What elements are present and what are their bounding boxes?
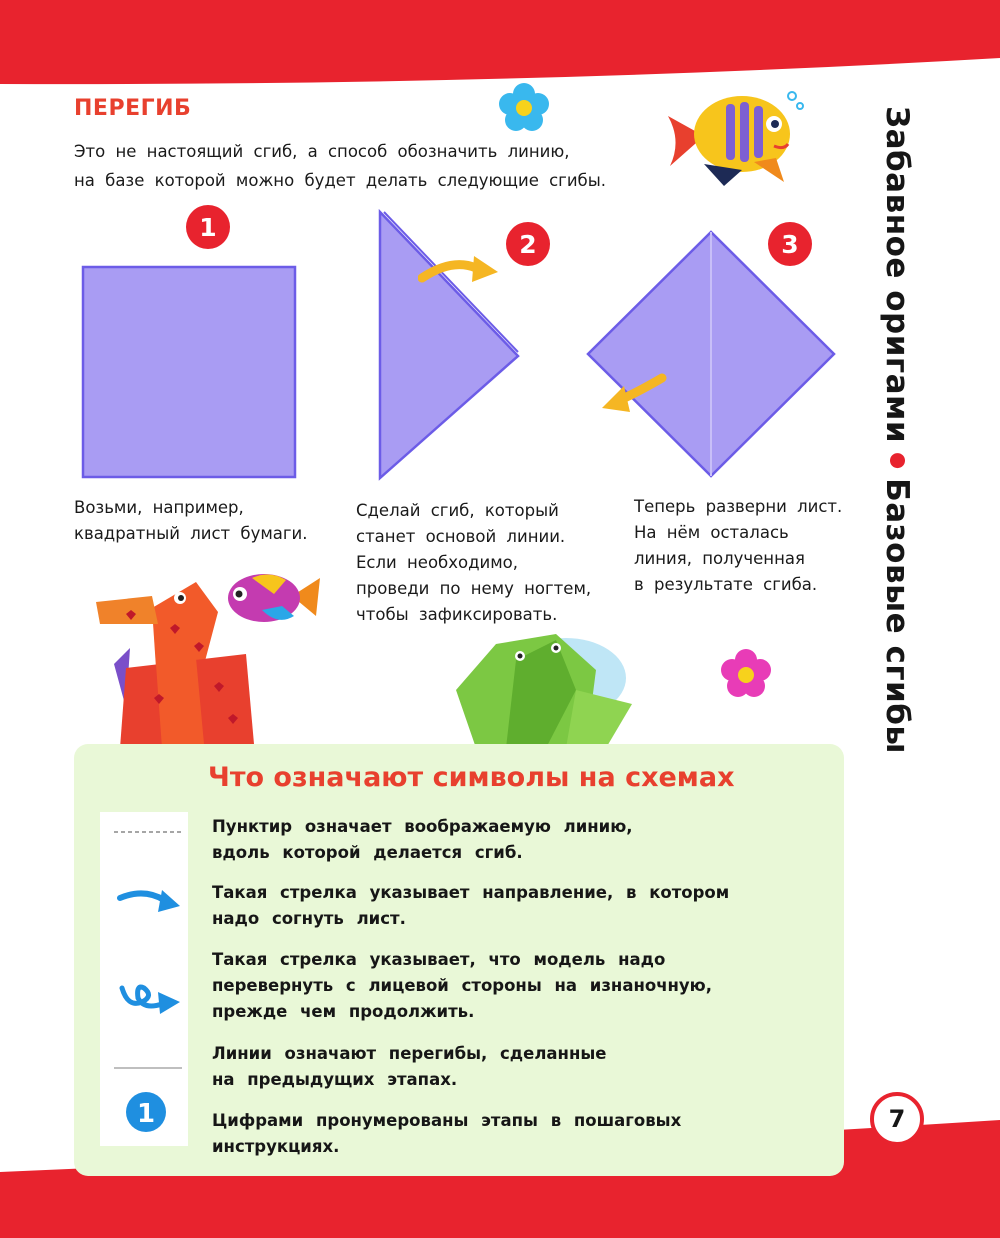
- blue-flower-icon: [498, 82, 550, 132]
- legend-line: перевернуть с лицевой стороны на изнаночную,: [212, 976, 712, 995]
- legend-item: [212, 880, 812, 932]
- legend-line: надо согнуть лист.: [212, 909, 406, 928]
- tropical-fish-icon: [664, 86, 814, 196]
- legend-line: Пунктир означает воображаемую линию,: [212, 817, 633, 836]
- intro-text: [74, 137, 614, 195]
- unfold-arrow-icon: [598, 370, 668, 416]
- caption-line: чтобы зафиксировать.: [356, 605, 558, 624]
- fold-arrow-icon: [418, 250, 500, 290]
- page-number: 7: [870, 1092, 924, 1146]
- step-caption: [74, 495, 308, 547]
- step-number-symbol-text: 1: [136, 1099, 156, 1129]
- origami-frog-illustration: [456, 630, 636, 748]
- caption-line: На нём осталась: [634, 523, 789, 542]
- step-number-badge: 2: [506, 222, 550, 266]
- bullet-dot-icon: [890, 453, 905, 468]
- legend-item: [212, 814, 812, 866]
- caption-line: Сделай сгиб, который: [356, 501, 559, 520]
- legend-line: Такая стрелка указывает направление, в котором: [212, 883, 730, 902]
- caption-line: проведи по нему ногтем,: [356, 579, 592, 598]
- legend-line: Линии означают перегибы, сделанные: [212, 1044, 607, 1063]
- legend-item: [212, 1041, 812, 1093]
- square-paper-diagram: [80, 264, 300, 480]
- step-caption: [356, 498, 591, 628]
- legend-item: [212, 1108, 812, 1160]
- caption-line: квадратный лист бумаги.: [74, 524, 308, 543]
- step-number-symbol-icon: [126, 1092, 166, 1132]
- legend-line: Такая стрелка указывает, что модель надо: [212, 950, 666, 969]
- step-number-badge: 3: [768, 222, 812, 266]
- legend-line: инструкциях.: [212, 1137, 340, 1156]
- section-heading: ПЕРЕГИБ: [74, 96, 192, 121]
- vertical-title-part1: Забавное оригами: [879, 106, 915, 444]
- legend-line: Цифрами пронумерованы этапы в пошаговых: [212, 1111, 682, 1130]
- caption-line: станет основой линии.: [356, 527, 566, 546]
- symbol-strip: [100, 812, 188, 1146]
- folded-triangle-diagram: [374, 206, 524, 484]
- vertical-title: [862, 106, 932, 754]
- legend-line: вдоль которой делается сгиб.: [212, 843, 523, 862]
- legend-line: прежде чем продолжить.: [212, 1002, 475, 1021]
- vertical-title-part2: Базовые сгибы: [879, 478, 915, 754]
- purple-fish-icon: [222, 566, 322, 632]
- intro-line: на базе которой можно будет делать следующие сгибы.: [74, 171, 606, 190]
- caption-line: Теперь разверни лист.: [634, 497, 843, 516]
- legend-item: [212, 947, 812, 1025]
- fold-arrow-symbol-icon: [120, 890, 180, 912]
- caption-line: Если необходимо,: [356, 553, 518, 572]
- caption-line: линия, полученная: [634, 549, 805, 568]
- legend-line: на предыдущих этапах.: [212, 1070, 458, 1089]
- legend-title: Что означают символы на схемах: [208, 762, 735, 793]
- intro-line: Это не настоящий сгиб, а способ обозначить линию,: [74, 142, 570, 161]
- step-caption: [634, 494, 842, 598]
- step-number-badge: 1: [186, 205, 230, 249]
- turn-over-arrow-symbol-icon: [122, 987, 180, 1014]
- caption-line: в результате сгиба.: [634, 575, 818, 594]
- pink-flower-icon: [718, 648, 774, 700]
- unfolded-diamond-diagram: [584, 228, 838, 480]
- caption-line: Возьми, например,: [74, 498, 244, 517]
